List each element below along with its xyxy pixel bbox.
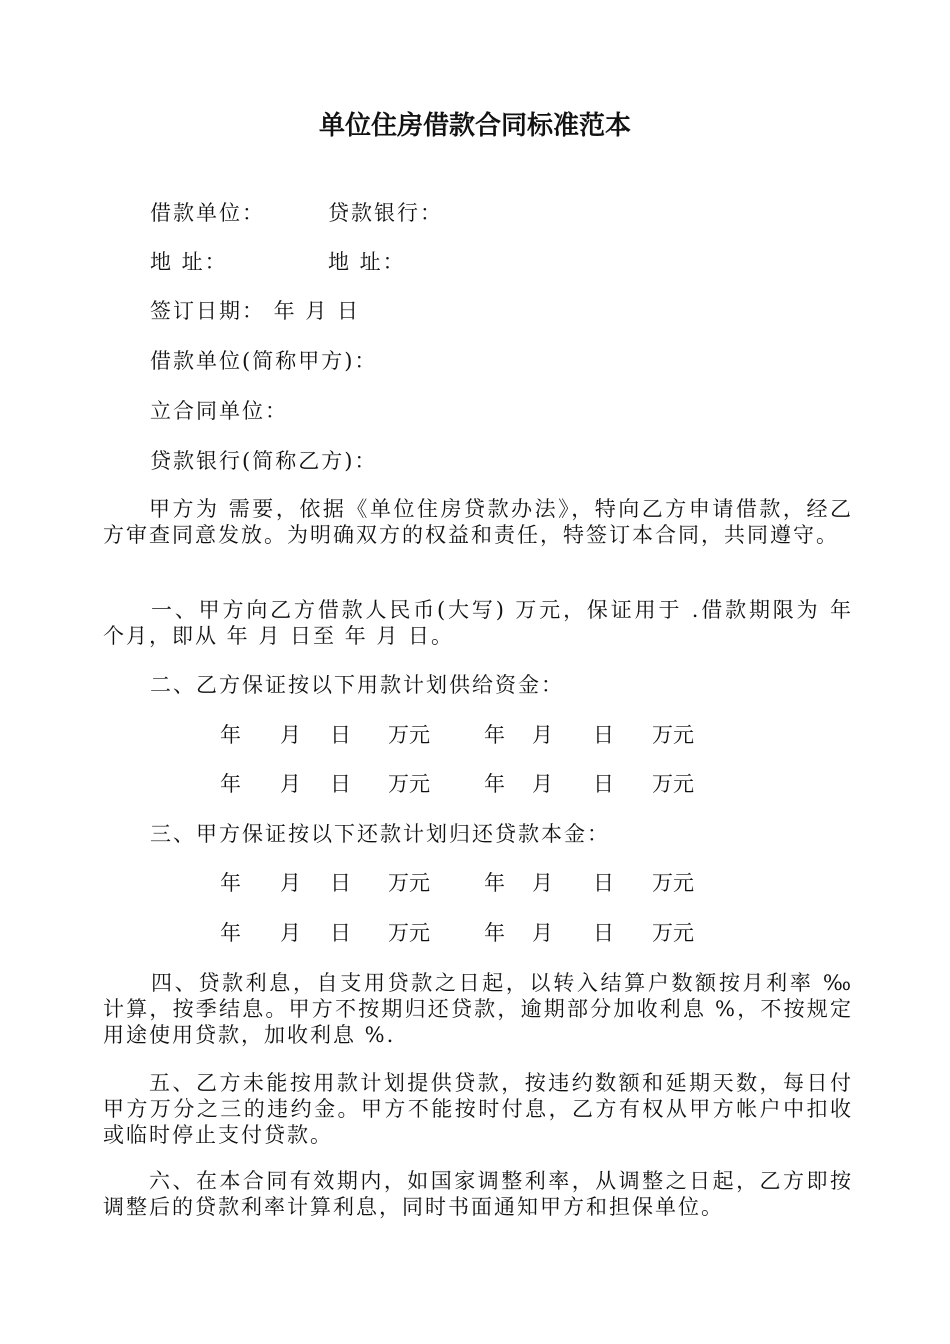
month-cell: 月 [280, 871, 301, 895]
clause-5: 五、乙方未能按用款计划提供贷款，按违约数额和延期天数，每日付甲方万分之三的违约金。甲方不能按时付息，乙方有权从甲方帐户中扣收或临时停止支付贷款。 [103, 1071, 853, 1147]
year-cell: 年 [484, 871, 505, 895]
month-cell: 月 [532, 871, 553, 895]
day-cell: 日 [593, 723, 614, 747]
day-cell: 日 [330, 921, 351, 945]
day-cell: 日 [330, 772, 351, 796]
day-cell: 日 [593, 772, 614, 796]
bank-label: 贷款银行： [328, 201, 443, 225]
month-cell: 月 [532, 921, 553, 945]
year-cell: 年 [220, 723, 241, 747]
month-cell: 月 [280, 723, 301, 747]
sign-date: 签订日期： 年 月 日 [150, 299, 361, 323]
amount-cell: 万元 [652, 723, 694, 747]
clause-4: 四、贷款利息，自支用贷款之日起，以转入结算户数额按月利率 ‰计算，按季结息。甲方不按期归还贷款，逾期部分加收利息 %，不按规定用途使用贷款，加收利息 %. [103, 971, 853, 1047]
amount-cell: 万元 [388, 723, 430, 747]
day-cell: 日 [330, 723, 351, 747]
day-cell: 日 [593, 871, 614, 895]
borrower-short-label: 借款单位(简称甲方)： [150, 349, 378, 373]
borrower-label: 借款单位： [150, 201, 265, 225]
address-label-left: 地 址： [150, 250, 228, 274]
clause-3: 三、甲方保证按以下还款计划归还贷款本金： [150, 822, 610, 846]
month-cell: 月 [532, 772, 553, 796]
year-cell: 年 [484, 772, 505, 796]
intro-paragraph: 甲方为 需要，依据《单位住房贷款办法》，特向乙方申请借款，经乙方审查同意发放。为明确双方的权益和责任，特签订本合同，共同遵守。 [103, 497, 853, 547]
year-cell: 年 [220, 772, 241, 796]
clause-1: 一、甲方向乙方借款人民币(大写) 万元，保证用于 .借款期限为 年 个月，即从 年 月 日至 年 月 日。 [103, 598, 853, 648]
amount-cell: 万元 [388, 871, 430, 895]
amount-cell: 万元 [388, 772, 430, 796]
clause-2: 二、乙方保证按以下用款计划供给资金： [150, 673, 564, 697]
amount-cell: 万元 [652, 871, 694, 895]
day-cell: 日 [330, 871, 351, 895]
amount-cell: 万元 [652, 921, 694, 945]
year-cell: 年 [484, 921, 505, 945]
year-cell: 年 [220, 921, 241, 945]
document-title: 单位住房借款合同标准范本 [318, 111, 631, 141]
year-cell: 年 [484, 723, 505, 747]
contract-unit-label: 立合同单位： [150, 399, 288, 423]
amount-cell: 万元 [388, 921, 430, 945]
bank-short-label: 贷款银行(简称乙方)： [150, 449, 378, 473]
month-cell: 月 [532, 723, 553, 747]
address-label-right: 地 址： [328, 250, 406, 274]
month-cell: 月 [280, 921, 301, 945]
clause-6: 六、在本合同有效期内，如国家调整利率，从调整之日起，乙方即按调整后的贷款利率计算利息，同时书面通知甲方和担保单位。 [103, 1169, 853, 1219]
year-cell: 年 [220, 871, 241, 895]
amount-cell: 万元 [652, 772, 694, 796]
day-cell: 日 [593, 921, 614, 945]
month-cell: 月 [280, 772, 301, 796]
